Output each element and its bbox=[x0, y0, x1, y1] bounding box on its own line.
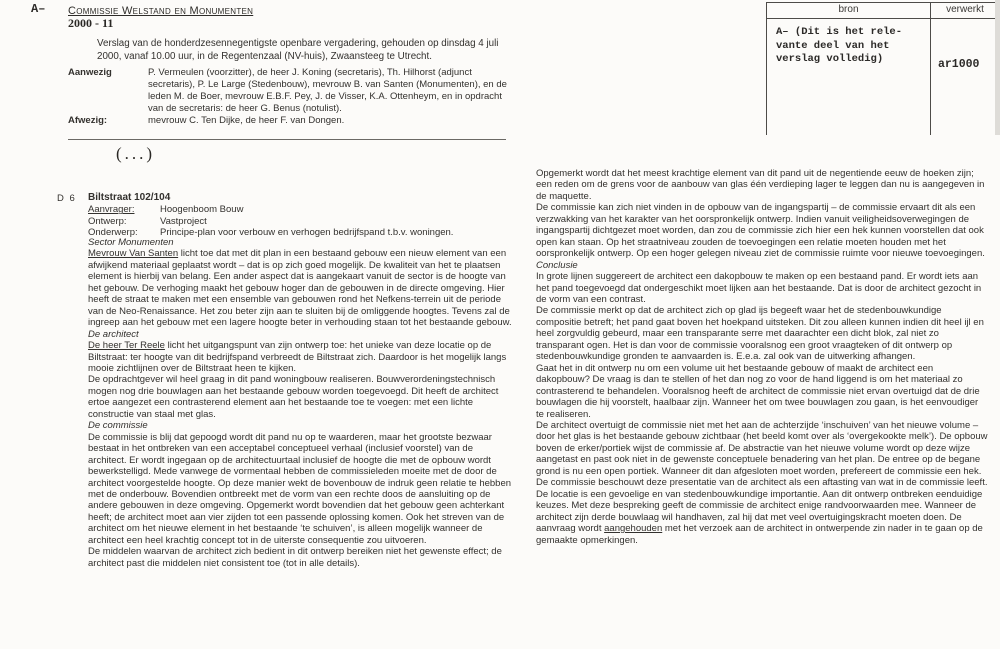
text-segment: De commissie beschouwt deze presentatie van de architect als een aftasting van wat in de commissie leeft. De locatie is een gevoelige en van stedenbouwkundige importantie. Aan dit ontwerp ontbreken eenduidige keuzes. Met deze bespreking geeft de commissie de architect enige randvoorwaarden mee. Wanneer de architect zijn derde bouwlaag wil handhaven, zal hij dat met veel overtuigingskracht moeten doen. De aanvraag wordt bbox=[536, 477, 988, 535]
text-segment: De commissie is blij dat gepoogd wordt dit pand nu op te waarderen, maar het grootste bezwaar bestaat in het ontbreken van een acceptabel conceptueel verhaal (inclusief voorstel) van de architect. Er wordt ingegaan op de architectuurtaal inclusief de hoogte die met de opbouw wordt bewerkstelligd. Mede vanwege de vormentaal hebben de commissieleden moeite met de door de architect voorgestelde hoogte. Op deze manier wekt de bovenbouw de indruk geen relatie te hebben met de onderbouw. Bovendien ontbreekt met de vorm van een rechte doos de aansluiting op de andere gebouwen in deze omgeving. Opgemerkt wordt bovendien dat het gebouw geen achterkant heeft; de architect moet aan vier zijden tot een passende oplossing komen. Ook het streven van de architect om het nieuwe element in het bestaande ‘te schuiven’, is alleen mogelijk wanneer de architect een heel krachtig concept tot in de uiterste consequentie zou uitvoeren. bbox=[88, 431, 512, 546]
omitted-content-mark: (...) bbox=[116, 144, 156, 163]
absent-label: Afwezig: bbox=[68, 115, 108, 126]
stamp-table-left-border bbox=[766, 2, 767, 135]
text-segment: De middelen waarvan de architect zich bedient in dit ontwerp bereiken niet het gewenste effect; de architect past die middelen niet consistent toe (tot in alle details). bbox=[88, 546, 502, 569]
section-heading bbox=[88, 420, 514, 431]
stamp-note-line: verslag volledig) bbox=[776, 53, 884, 65]
field-label-aanvrager: Aanvrager: bbox=[88, 204, 135, 216]
stamp-note-line: A– (Dit is het rele- bbox=[776, 26, 903, 38]
underlined-text: aangehouden bbox=[604, 523, 663, 535]
stamp-table-column-divider bbox=[930, 2, 931, 135]
present-label: Aanwezig bbox=[68, 67, 112, 78]
text-segment: licht het uitgangspunt van zijn ontwerp toe: het unieke van deze locatie op de Biltstraat: ter hoogte van dit bedrijfspand verbreedt de Biltstraat zich. Daardoor is het mogelijk langs mooie zichtlijnen over de Biltstraat heen te kijken. bbox=[88, 340, 507, 374]
stamp-column-header-verwerkt: verwerkt bbox=[946, 4, 984, 15]
underlined-text: Mevrouw Van Santen bbox=[88, 248, 179, 260]
text-segment: Conclusie bbox=[536, 259, 578, 271]
text-segment: De architect bbox=[88, 328, 139, 340]
left-text-column bbox=[88, 237, 514, 569]
text-segment: Gaat het in dit ontwerp nu om een volume uit het bestaande gebouw of maakt de architect een dakopbouw? De vraag is dan te stellen of het dan nog zo voor de hand liggend is om het materiaal zo contrasterend te behandelen. Vooralsnog heeft de architect de commissie niet ervan overtuigd dat de drie bouwlagen die hij voorstelt, haalbaar zijn. Wanneer het om twee bouwlagen zou gaan, is het eenvoudiger te realiseren. bbox=[536, 362, 980, 420]
field-value-aanvrager: Hoogenboom Bouw bbox=[160, 204, 244, 216]
paragraph bbox=[88, 374, 514, 420]
underlined-text: De heer Ter Reele bbox=[88, 340, 165, 352]
text-segment: De commissie kan zich niet vinden in de opbouw van de ingangspartij – de commissie ervaart dit als een verzwakking van het karakter van het oorspronkelijk ontwerp. Indien vanuit veiligheidsoverwegingen de ingangspartij dichtgezet moet worden, dan zou de commissie zich hier een hek kunnen voorstellen dat ook open kan staan. Op het straatniveau zouden de toevoegingen een relatie moeten houden met het oorspronkelijk ontwerp. Op een hoger gelegen niveau ziet de commissie ruimte voor nieuwe toevoegingen. bbox=[536, 202, 985, 260]
section-heading bbox=[88, 329, 514, 340]
attendance-block bbox=[68, 67, 516, 127]
agenda-item-block bbox=[88, 192, 514, 238]
margin-annotation-mark: A– bbox=[31, 2, 46, 16]
stamp-typewritten-note bbox=[776, 26, 928, 67]
paragraph bbox=[536, 477, 988, 546]
paragraph bbox=[536, 420, 988, 477]
paragraph bbox=[88, 248, 514, 328]
present-names: P. Vermeulen (voorzitter), de heer J. Koning (secretaris), Th. Hilhorst (adjunct secretaris), P. Le Large (Stedenbouw), mevrouw B. van Santen (Monumenten), en de leden M. de Boer, mevrouw E.B.F. Pey, J. de Visser, K.A. Ottenheym, en in opdracht van de secretaris: de heer G. Benus (notulist). bbox=[148, 67, 507, 114]
paragraph bbox=[536, 202, 988, 259]
committee-title: Commissie Welstand en Monumenten bbox=[68, 5, 254, 17]
agenda-item-title: Biltstraat 102/104 bbox=[88, 192, 171, 203]
text-segment: De commissie merkt op dat de architect zich op glad ijs begeeft waar het de stedenbouwkundige compositie betreft; het pand gaat boven het hoekpand uitsteken. Dit zou alleen kunnen indien dit heel ijl en heel zorgvuldig gebeurd, maar een transparante serre met daarachter een dicht blok, zal niet zo transparant ogen. Het is dan voor de commissie vooralsnog een groot vraagteken of dit ontwerp op stedenbouwkundige gronden te aanvaarden is. E.e.a. zal ook van de uitwerking afhangen. bbox=[536, 305, 984, 363]
right-text-column bbox=[536, 168, 988, 546]
text-segment: De commissie bbox=[88, 420, 148, 432]
text-segment: De opdrachtgever wil heel graag in dit pand woningbouw realiseren. Bouwverordeningstechnisch mogen nog drie bouwlagen aan het bestaande gebouw worden toegevoegd. Dit heeft de architect ertoe aangezet een contrasterend element aan het bestaande toe te voegen: met een lichte constructie van staal met glas. bbox=[88, 374, 499, 420]
scan-edge-shadow bbox=[995, 0, 1000, 135]
text-segment: Sector Monumenten bbox=[88, 237, 174, 248]
stamp-verwerkt-value: ar1000 bbox=[938, 58, 980, 71]
text-segment: De architect overtuigt de commissie niet met het aan de achterzijde ‘inschuiven’ van het nieuwe volume – door het glas is het bestaande gebouw zichtbaar (het beeld komt over als ‘overgekookte melk’). De opbouw boven de erker/portiek wijst de commissie af. De abstractie van het nieuwe volume wordt op deze wijze aangetast en past ook niet in de gewenste conceptuele benadering van het plan. De entree op de begane grond is nu een open portiek. Wanneer dit dan afgesloten moet worden, prefereert de commissie een hek. bbox=[536, 419, 988, 477]
agenda-field-row bbox=[88, 216, 514, 227]
paragraph bbox=[536, 271, 988, 305]
paragraph bbox=[88, 340, 514, 374]
meeting-intro-text: Verslag van de honderdzesennegentigste openbare vergadering, gehouden op dinsdag 4 juli 2000, vanaf 10.00 uur, in de Regentenzaal (NV-huis), Zwaansteeg te Utrecht. bbox=[97, 38, 499, 63]
section-heading bbox=[88, 237, 514, 248]
field-label-ontwerp: Ontwerp: bbox=[88, 215, 127, 227]
field-label-onderwerp: Onderwerp: bbox=[88, 226, 138, 238]
paragraph bbox=[88, 432, 514, 547]
document-number: 2000 - 11 bbox=[68, 16, 114, 30]
absent-names: mevrouw C. Ten Dijke, de heer F. van Dongen. bbox=[148, 115, 345, 126]
agenda-field-row bbox=[88, 204, 514, 215]
paragraph bbox=[536, 305, 988, 362]
text-segment: Opgemerkt wordt dat het meest krachtige element van dit pand uit de negentiende eeuw de hoeken zijn; een reden om de grens voor de aanbouw van glas één verdieping lager te leggen dan nu is aangegeven in de maquette. bbox=[536, 168, 985, 202]
agenda-item-code: D 6 bbox=[57, 193, 77, 204]
section-heading bbox=[536, 260, 988, 271]
paragraph bbox=[88, 546, 514, 569]
field-value-onderwerp: Principe-plan voor verbouw en verhogen bedrijfspand t.b.v. woningen. bbox=[160, 226, 454, 238]
stamp-column-header-bron: bron bbox=[838, 4, 859, 15]
text-segment: met het verzoek aan de architect in ontwerpende zin nader in te gaan op de gemaakte opmerkingen. bbox=[536, 523, 983, 546]
stamp-table-header-separator bbox=[766, 18, 1000, 19]
field-value-ontwerp: Vastproject bbox=[160, 215, 207, 227]
text-segment: licht toe dat met dit plan in een bestaand gebouw een nieuw element van een afwijkend materiaal geplaatst wordt – dat is op zich goed mogelijk. De kwaliteit van het te plaatsen element is hierbij van belang. Een ander aspect dat is aangekaart vanuit de sector is de hoogte van het gebouw. De verhoging maakt het gebouw hoger dan de gebouwen in de directe omgeving. Hier heeft de straat te maken met een ensemble van gebouwen rond het Nefkens-terrein uit de periode van de Neo-Renaissance. Het zou beter zijn aan te sluiten bij de omliggende hoogtes. Tevens zal de ingreep aan het gebouw met een lagere hoogte beter in verhouding staan tot het bestaande gebouw. bbox=[88, 248, 512, 329]
text-segment: In grote lijnen suggereert de architect een dakopbouw te maken op een bestaand pand. Er wordt iets aan het pand toegevoegd dat ondergeschikt moet lijken aan het bestaande. Dat is door de architect gezocht in de vorm van een contrast. bbox=[536, 271, 982, 305]
paragraph bbox=[536, 168, 988, 202]
section-divider-rule bbox=[68, 139, 506, 140]
stamp-note-line: vante deel van het bbox=[776, 39, 890, 52]
paragraph bbox=[536, 363, 988, 420]
